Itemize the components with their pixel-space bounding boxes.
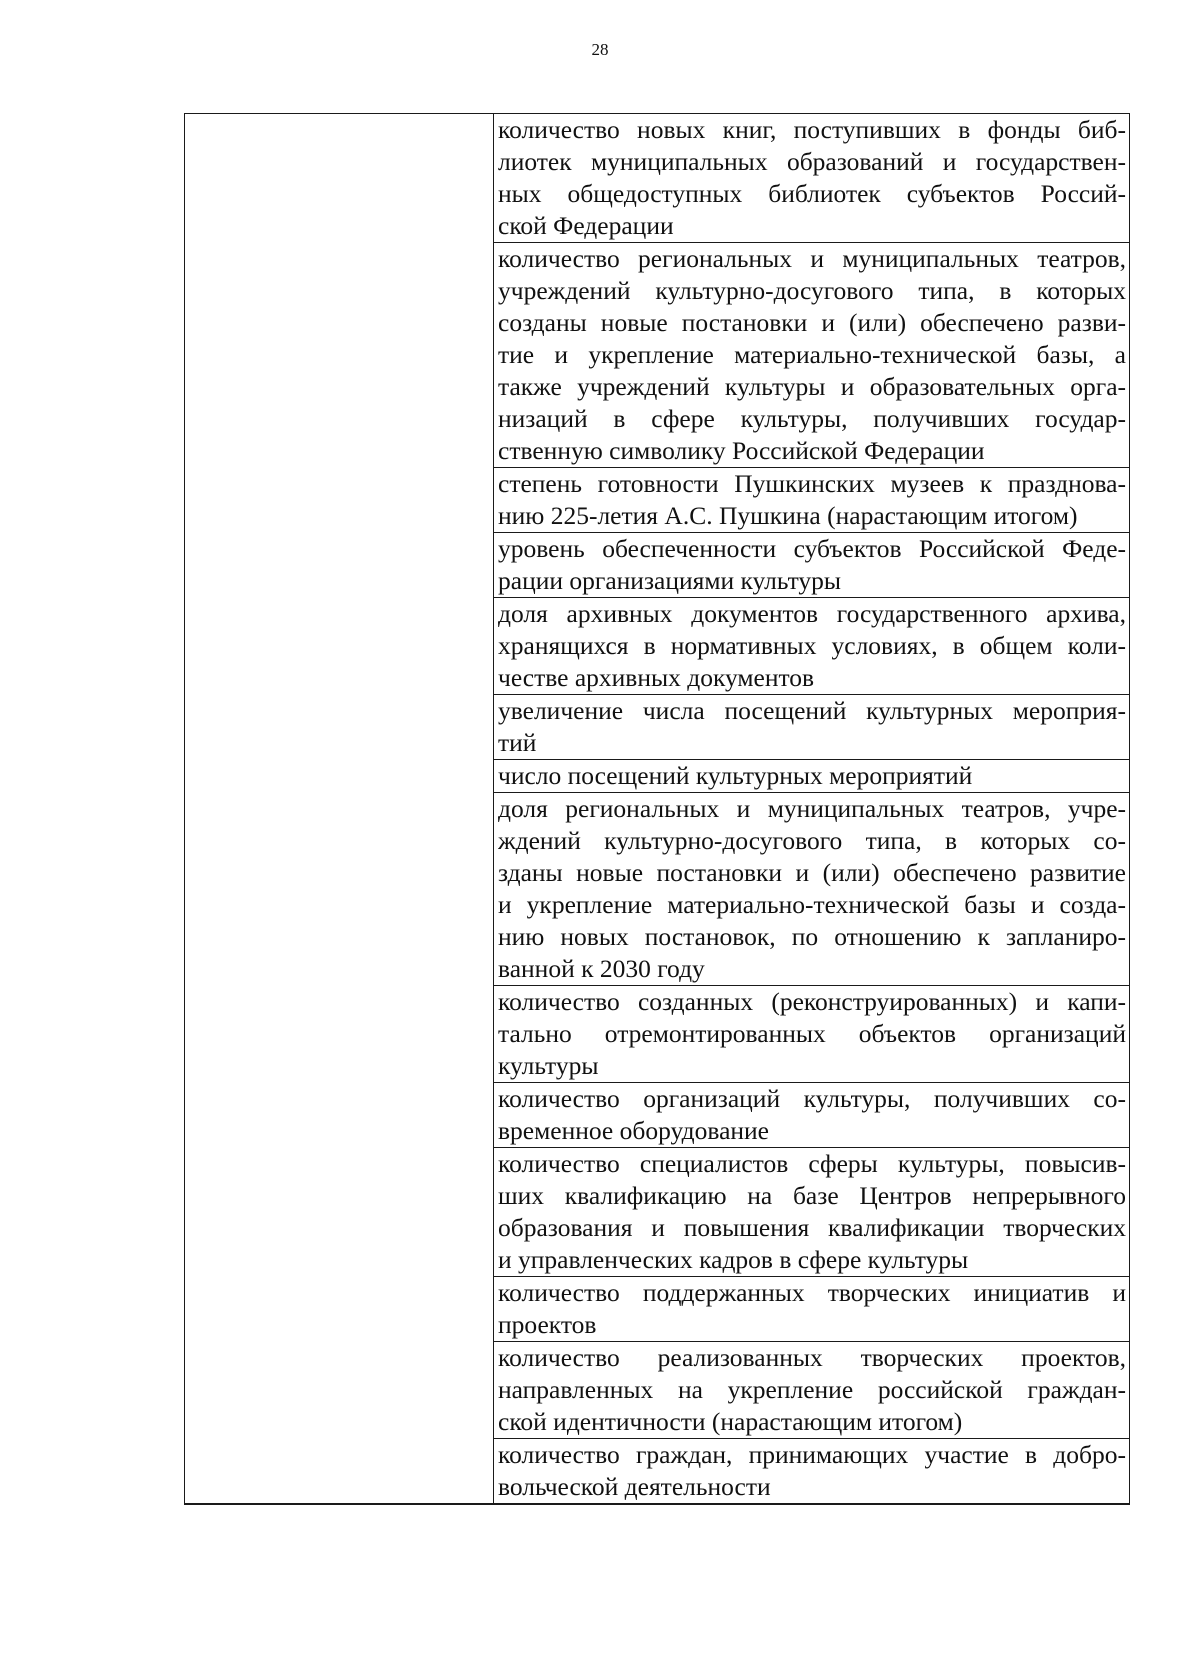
indicators-table — [184, 113, 1130, 1505]
table-row — [494, 1276, 1129, 1341]
table-cell-line: созданы новые постановки и (или) обеспечено разви- — [498, 308, 1126, 337]
table-row — [494, 1082, 1129, 1147]
table-cell-line: ших квалификацию на базе Центров непрерывного — [498, 1181, 1126, 1210]
table-cell-line: нию 225-летия А.С. Пушкина (нарастающим итогом) — [498, 501, 1078, 530]
table-cell-line: ской Федерации — [498, 211, 674, 240]
table-row — [494, 1341, 1129, 1438]
table-cell-line: также учреждений культуры и образовательных орга- — [498, 372, 1126, 401]
table-cell-line: количество новых книг, поступивших в фонды биб- — [498, 115, 1126, 144]
table-cell-line: вольческой деятельности — [498, 1472, 771, 1501]
table-cell-line: зданы новые постановки и (или) обеспечено развитие — [498, 858, 1126, 887]
table-cell-line: ванной к 2030 году — [498, 954, 705, 983]
table-row — [494, 1147, 1129, 1276]
table-row — [494, 694, 1129, 759]
table-cell-line: проектов — [498, 1310, 597, 1339]
table-cell-line: количество региональных и муниципальных театров, — [498, 244, 1126, 273]
table-right-column — [494, 114, 1129, 1503]
table-row — [494, 597, 1129, 694]
table-cell-line: честве архивных документов — [498, 663, 815, 692]
table-row — [494, 532, 1129, 597]
table-cell-line: тий — [498, 728, 537, 757]
table-cell-line: ждений культурно-досугового типа, в которых со- — [498, 826, 1126, 855]
table-cell-line: степень готовности Пушкинских музеев к празднова- — [498, 469, 1126, 498]
table-cell-line: количество поддержанных творческих инициатив и — [498, 1278, 1126, 1307]
table-cell-line: увеличение числа посещений культурных мероприя- — [498, 696, 1126, 725]
table-cell-line: доля региональных и муниципальных театров, учре- — [498, 794, 1126, 823]
table-cell-line: доля архивных документов государственного архива, — [498, 599, 1126, 628]
table-cell-line: число посещений культурных мероприятий — [498, 761, 973, 790]
table-cell-line: ных общедоступных библиотек субъектов Россий- — [498, 179, 1126, 208]
table-cell-line: низаций в сфере культуры, получивших государ- — [498, 404, 1126, 433]
table-left-column — [185, 114, 494, 1503]
table-cell-line: временное оборудование — [498, 1116, 769, 1145]
table-cell-line: хранящихся в нормативных условиях, в общем коли- — [498, 631, 1126, 660]
table-cell-line: количество граждан, принимающих участие в добро- — [498, 1440, 1126, 1469]
table-cell-line: лиотек муниципальных образований и государствен- — [498, 147, 1126, 176]
table-cell-line: и управленческих кадров в сфере культуры — [498, 1245, 969, 1274]
table-cell-line: ской идентичности (нарастающим итогом) — [498, 1407, 963, 1436]
table-cell-line: количество организаций культуры, получивших со- — [498, 1084, 1126, 1113]
table-row — [494, 985, 1129, 1082]
table-cell-line: количество реализованных творческих проектов, — [498, 1343, 1126, 1372]
table-cell-line: тально отремонтированных объектов организаций — [498, 1019, 1126, 1048]
table-row — [494, 1438, 1129, 1503]
table-row — [494, 467, 1129, 532]
table-cell-line: нию новых постановок, по отношению к запланиро- — [498, 922, 1126, 951]
table-cell-line: количество созданных (реконструированных) и капи- — [498, 987, 1126, 1016]
table-cell-line: рации организациями культуры — [498, 566, 842, 595]
table-cell-line: количество специалистов сферы культуры, повысив- — [498, 1149, 1126, 1178]
table-cell-line: и укрепление материально-технической базы и созда- — [498, 890, 1126, 919]
table-row — [494, 114, 1129, 242]
table-cell-line: уровень обеспеченности субъектов Российской Феде- — [498, 534, 1126, 563]
table-cell-line: тие и укрепление материально-технической базы, а — [498, 340, 1126, 369]
page-number: 28 — [591, 40, 609, 59]
table-row — [494, 242, 1129, 467]
table-cell-line: культуры — [498, 1051, 599, 1080]
table-cell-line: учреждений культурно-досугового типа, в которых — [498, 276, 1126, 305]
table-cell-line: ственную символику Российской Федерации — [498, 436, 985, 465]
table-row — [494, 759, 1129, 792]
table-row — [494, 792, 1129, 985]
table-cell-line: направленных на укрепление российской граждан- — [498, 1375, 1126, 1404]
table-cell-line: образования и повышения квалификации творческих — [498, 1213, 1126, 1242]
